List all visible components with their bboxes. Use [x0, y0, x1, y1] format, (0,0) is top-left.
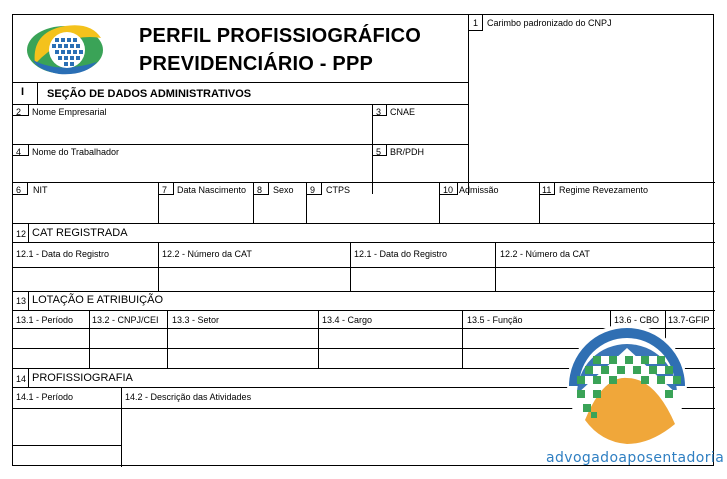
field-8-number: 8	[257, 185, 263, 195]
field-7-number: 7	[162, 185, 168, 195]
divider	[372, 104, 373, 194]
field-3-number: 3	[376, 107, 382, 117]
profissiografia-number: 14	[16, 374, 27, 384]
divider	[28, 291, 29, 310]
lotacao-number: 13	[16, 296, 27, 306]
divider	[386, 104, 387, 115]
divider	[13, 82, 468, 83]
divider	[173, 182, 174, 194]
watermark-logo-icon	[563, 320, 691, 446]
field-8-label: Sexo	[273, 185, 294, 195]
divider	[89, 310, 90, 368]
profissiografia-col-1: 14.1 - Período	[16, 392, 74, 402]
cat-col-1: 12.1 - Data do Registro	[16, 249, 110, 259]
watermark-brand-text: advogadoaposentadoria	[546, 450, 725, 466]
form-title-line2: PREVIDENCIÁRIO - PPP	[139, 53, 374, 75]
divider	[167, 310, 168, 368]
divider	[13, 182, 715, 183]
divider	[28, 144, 29, 155]
divider	[318, 310, 319, 368]
divider	[468, 15, 469, 195]
divider	[28, 104, 29, 115]
divider	[121, 387, 122, 467]
divider	[13, 291, 715, 292]
lotacao-col-7: 13.7-GFIP	[668, 315, 710, 325]
inss-logo-icon	[25, 24, 105, 76]
cat-title: CAT REGISTRADA	[32, 227, 128, 239]
field-5-label: BR/PDH	[390, 147, 425, 157]
divider	[554, 182, 555, 194]
cat-col-2: 12.2 - Número da CAT	[162, 249, 252, 259]
field-6-number: 6	[16, 185, 22, 195]
field-10-label: Admissão	[459, 185, 499, 195]
divider	[13, 144, 468, 145]
field-3-label: CNAE	[390, 107, 416, 117]
divider	[539, 182, 540, 223]
divider	[27, 182, 28, 194]
divider	[321, 182, 322, 194]
divider	[28, 368, 29, 387]
profissiografia-title: PROFISSIOGRAFIA	[32, 372, 133, 384]
cat-number: 12	[16, 229, 27, 239]
stamp-label: Carimbo padronizado do CNPJ	[487, 18, 612, 28]
divider	[306, 182, 307, 223]
stamp-number: 1	[473, 18, 479, 28]
section-title: SEÇÃO DE DADOS ADMINISTRATIVOS	[47, 88, 252, 100]
field-4-number: 4	[16, 147, 22, 157]
cat-col-3: 12.1 - Data do Registro	[354, 249, 448, 259]
lotacao-col-4: 13.4 - Cargo	[322, 315, 373, 325]
divider	[37, 82, 38, 104]
field-11-label: Regime Revezamento	[559, 185, 649, 195]
divider	[158, 182, 159, 223]
divider	[13, 104, 468, 105]
form-title-line1: PERFIL PROFISSIOGRÁFICO	[139, 25, 422, 47]
divider	[13, 445, 122, 446]
divider	[468, 30, 483, 31]
divider	[13, 223, 715, 224]
lotacao-title: LOTAÇÃO E ATRIBUIÇÃO	[32, 294, 164, 306]
field-5-number: 5	[376, 147, 382, 157]
field-6-label: NIT	[33, 185, 48, 195]
divider	[13, 242, 715, 243]
field-2-number: 2	[16, 107, 22, 117]
divider	[13, 267, 715, 268]
divider	[386, 144, 387, 155]
divider	[28, 223, 29, 242]
field-4-label: Nome do Trabalhador	[32, 147, 120, 157]
field-7-label: Data Nascimento	[177, 185, 247, 195]
field-9-number: 9	[310, 185, 316, 195]
divider	[462, 310, 463, 368]
field-2-label: Nome Empresarial	[32, 107, 107, 117]
lotacao-col-2: 13.2 - CNPJ/CEI	[92, 315, 159, 325]
field-9-label: CTPS	[326, 185, 351, 195]
field-10-number: 10	[443, 185, 454, 195]
lotacao-col-1: 13.1 - Período	[16, 315, 74, 325]
lotacao-col-5: 13.5 - Função	[467, 315, 523, 325]
profissiografia-col-2: 14.2 - Descrição das Atividades	[125, 392, 252, 402]
divider	[268, 182, 269, 194]
divider	[457, 182, 458, 194]
section-roman: I	[21, 86, 25, 98]
divider	[482, 15, 483, 30]
field-11-number: 11	[542, 185, 552, 195]
divider	[439, 182, 440, 223]
cat-col-4: 12.2 - Número da CAT	[500, 249, 590, 259]
divider	[253, 182, 254, 223]
lotacao-col-6: 13.6 - CBO	[614, 315, 660, 325]
lotacao-col-3: 13.3 - Setor	[172, 315, 220, 325]
